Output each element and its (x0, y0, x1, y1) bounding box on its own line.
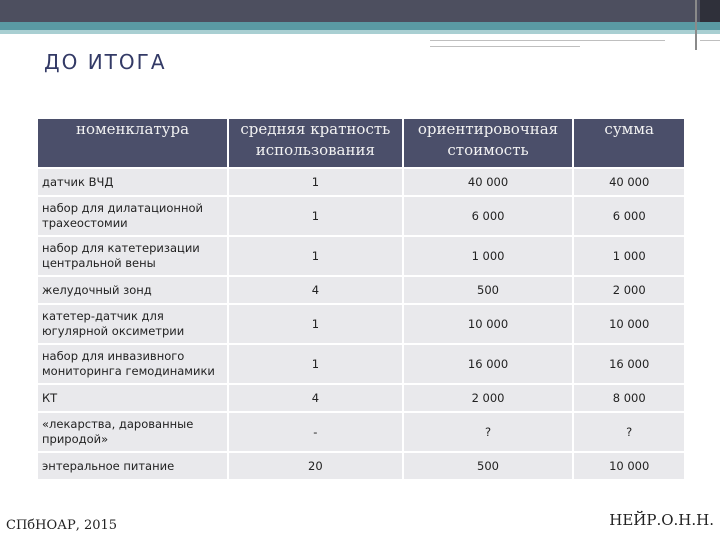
decor-vertical-line (695, 0, 697, 50)
cell-name: датчик ВЧД (38, 169, 229, 195)
table-row (38, 169, 684, 195)
cell-multiplicity: 20 (229, 453, 404, 479)
cell-name: набор для дилатационной трахеостомии (38, 197, 229, 235)
cell-cost: 40 000 (404, 169, 575, 195)
cell-multiplicity: 4 (229, 385, 404, 411)
cell-sum: 6 000 (574, 197, 684, 235)
table-row (38, 237, 684, 275)
cell-name: желудочный зонд (38, 277, 229, 303)
top-banner-band (0, 0, 720, 22)
cell-name: «лекарства, дарованные природой» (38, 413, 229, 451)
cell-sum: 40 000 (574, 169, 684, 195)
cell-cost: 10 000 (404, 305, 575, 343)
cell-multiplicity: 1 (229, 197, 404, 235)
cell-sum: 2 000 (574, 277, 684, 303)
cell-cost: 500 (404, 277, 575, 303)
cell-cost: 500 (404, 453, 575, 479)
cell-cost: 16 000 (404, 345, 575, 383)
table-row (38, 345, 684, 383)
decor-rule (430, 46, 580, 47)
cost-table (38, 117, 684, 481)
cell-name: набор для катетеризации центральной вены (38, 237, 229, 275)
cell-multiplicity: 4 (229, 277, 404, 303)
header-cost: ориентировочная стоимость (404, 119, 575, 167)
cell-name: КТ (38, 385, 229, 411)
cell-multiplicity: 1 (229, 237, 404, 275)
table-header-row (38, 119, 684, 167)
top-accent-stripe (0, 22, 720, 30)
top-banner-corner (700, 0, 720, 22)
header-nomenclature: номенклатура (38, 119, 229, 167)
footer-organization: СПбНОАР, 2015 (6, 518, 118, 533)
footer-author: НЕЙР.О.Н.Н. (609, 511, 714, 529)
table-row (38, 277, 684, 303)
cell-cost: 2 000 (404, 385, 575, 411)
cell-cost: 6 000 (404, 197, 575, 235)
cell-cost: 1 000 (404, 237, 575, 275)
decor-rule (700, 40, 720, 41)
cell-sum: ? (574, 413, 684, 451)
header-multiplicity: средняя кратность использования (229, 119, 404, 167)
table-row (38, 413, 684, 451)
table-row (38, 197, 684, 235)
cell-multiplicity: 1 (229, 169, 404, 195)
slide-title: ДО ИТОГА (44, 50, 167, 74)
cell-name: катетер-датчик для югулярной оксиметрии (38, 305, 229, 343)
cell-sum: 10 000 (574, 453, 684, 479)
cell-multiplicity: 1 (229, 305, 404, 343)
cell-sum: 8 000 (574, 385, 684, 411)
cell-name: набор для инвазивного мониторинга гемодинамики (38, 345, 229, 383)
cell-sum: 16 000 (574, 345, 684, 383)
cell-cost: ? (404, 413, 575, 451)
cell-sum: 10 000 (574, 305, 684, 343)
cell-multiplicity: 1 (229, 345, 404, 383)
top-accent-stripe-light (0, 30, 720, 34)
header-sum: сумма (574, 119, 684, 167)
cell-multiplicity: - (229, 413, 404, 451)
table-row (38, 453, 684, 479)
table-row (38, 385, 684, 411)
cell-sum: 1 000 (574, 237, 684, 275)
table-row (38, 305, 684, 343)
cell-name: энтеральное питание (38, 453, 229, 479)
decor-rule (430, 40, 665, 41)
